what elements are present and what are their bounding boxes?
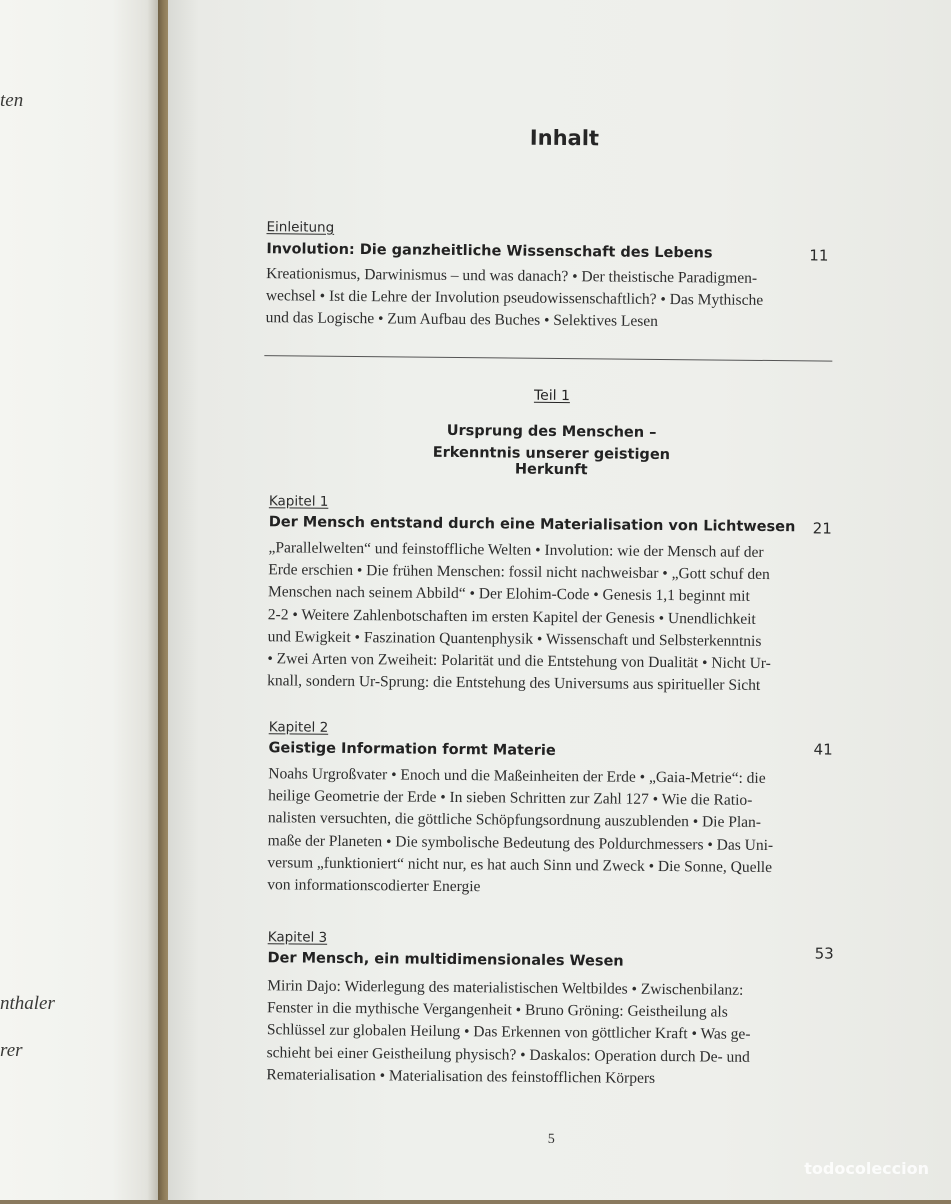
part-label xyxy=(452,387,652,405)
chapter-1-page-number: 21 xyxy=(812,519,832,538)
chapter-2-label: Kapitel 2 xyxy=(268,719,329,736)
part-title-line-2: Erkenntnis unserer geistigen Herkunft xyxy=(432,444,671,479)
description-line: • Zwei Arten von Zweiheit: Polarität und die Entstehung von Dualität • Nicht Ur- xyxy=(267,650,771,673)
section-divider xyxy=(264,355,832,361)
page-number: 5 xyxy=(547,1131,555,1147)
description-line: Rematerialisation • Materialisation des feinstofflichen Körpers xyxy=(266,1066,656,1087)
chapter-2-heading: Geistige Information formt Materie xyxy=(268,740,556,759)
description-line: Kreationismus, Darwinismus – und was danach? • Der theistische Paradigmen- xyxy=(266,265,758,287)
description-line: knall, sondern Ur-Sprung: die Entstehung des Universums aus spiritueller Sicht xyxy=(267,672,761,695)
chapter-3-heading: Der Mensch, ein multidimensionales Wesen xyxy=(267,950,624,970)
description-line: Fenster in die mythische Vergangenheit • Bruno Gröning: Geistheilung als xyxy=(266,999,728,1021)
chapter-3-page-number: 53 xyxy=(814,944,834,963)
chapter-1-label: Kapitel 1 xyxy=(268,493,329,510)
description-line: Mirin Dajo: Widerlegung des materialistischen Weltbildes • Zwischenbilanz: xyxy=(267,977,744,999)
description-line: Schlüssel zur globalen Heilung • Das Erkennen von göttlicher Kraft • Was ge- xyxy=(266,1021,751,1044)
description-line: von informationscodierter Energie xyxy=(267,876,481,896)
description-line: nalisten versuchten, die göttliche Schöpfungsordnung auszublenden • Die Plan- xyxy=(267,809,762,832)
description-line: heilige Geometrie der Erde • In sieben Schritten zur Zahl 127 • Wie die Ratio- xyxy=(268,787,753,810)
chapter-2-page-number: 41 xyxy=(813,740,833,759)
watermark: todocoleccion xyxy=(804,1159,929,1178)
description-line: Noahs Urgroßvater • Enoch und die Maßeinheiten der Erde • „Gaia-Metrie“: die xyxy=(268,765,766,787)
chapter-1-description xyxy=(267,537,832,698)
page-title: Inhalt xyxy=(529,125,600,151)
chapter-3-description xyxy=(266,975,831,1091)
description-line: versum „funktioniert“ nicht nur, es hat auch Sinn und Zweck • Die Sonne, Quelle xyxy=(267,854,773,876)
part-title-line-1: Ursprung des Menschen – xyxy=(446,422,657,441)
description-line: Menschen nach seinem Abbild“ • Der Elohim-Code • Genesis 1,1 beginnt mit xyxy=(267,583,750,606)
description-line: Erde erschien • Die frühen Menschen: fossil nicht nachweisbar • „Gott schuf den xyxy=(268,561,770,584)
description-line: 2-2 • Weitere Zahlenbotschaften im ersten Kapitel der Genesis • Unendlichkeit xyxy=(267,605,756,628)
part-label-text: Teil 1 xyxy=(533,387,571,405)
chapter-2-description xyxy=(267,763,832,902)
description-line: wechsel • Ist die Lehre der Involution pseudowissenschaftlich? • Das Mythische xyxy=(265,287,764,310)
description-line: schieht bei einer Geistheilung physisch? • Daskalos: Operation durch De- und xyxy=(266,1043,750,1066)
description-line: und das Logische • Zum Aufbau des Buches • Selektives Lesen xyxy=(265,309,659,331)
description-line: „Parallelwelten“ und feinstoffliche Welten • Involution: wie der Mensch auf der xyxy=(268,539,764,561)
chapter-3-label: Kapitel 3 xyxy=(267,929,328,946)
intro-description xyxy=(266,263,831,335)
chapter-1-heading: Der Mensch entstand durch eine Materialisation von Lichtwesen xyxy=(268,514,796,536)
description-line: und Ewigkeit • Faszination Quantenphysik • Wissenschaft und Selbsterkenntnis xyxy=(267,628,762,650)
intro-label: Einleitung xyxy=(266,219,335,236)
intro-page-number: 11 xyxy=(809,246,829,265)
left-page-text-fragment: rer xyxy=(0,1040,23,1061)
intro-heading: Involution: Die ganzheitliche Wissenschaft des Lebens xyxy=(266,241,713,262)
left-page-text-fragment: nthaler xyxy=(0,993,55,1014)
left-page-text-fragment: ten xyxy=(0,90,24,111)
description-line: maße der Planeten • Die symbolische Bedeutung des Poldurchmessers • Das Uni- xyxy=(267,831,774,854)
